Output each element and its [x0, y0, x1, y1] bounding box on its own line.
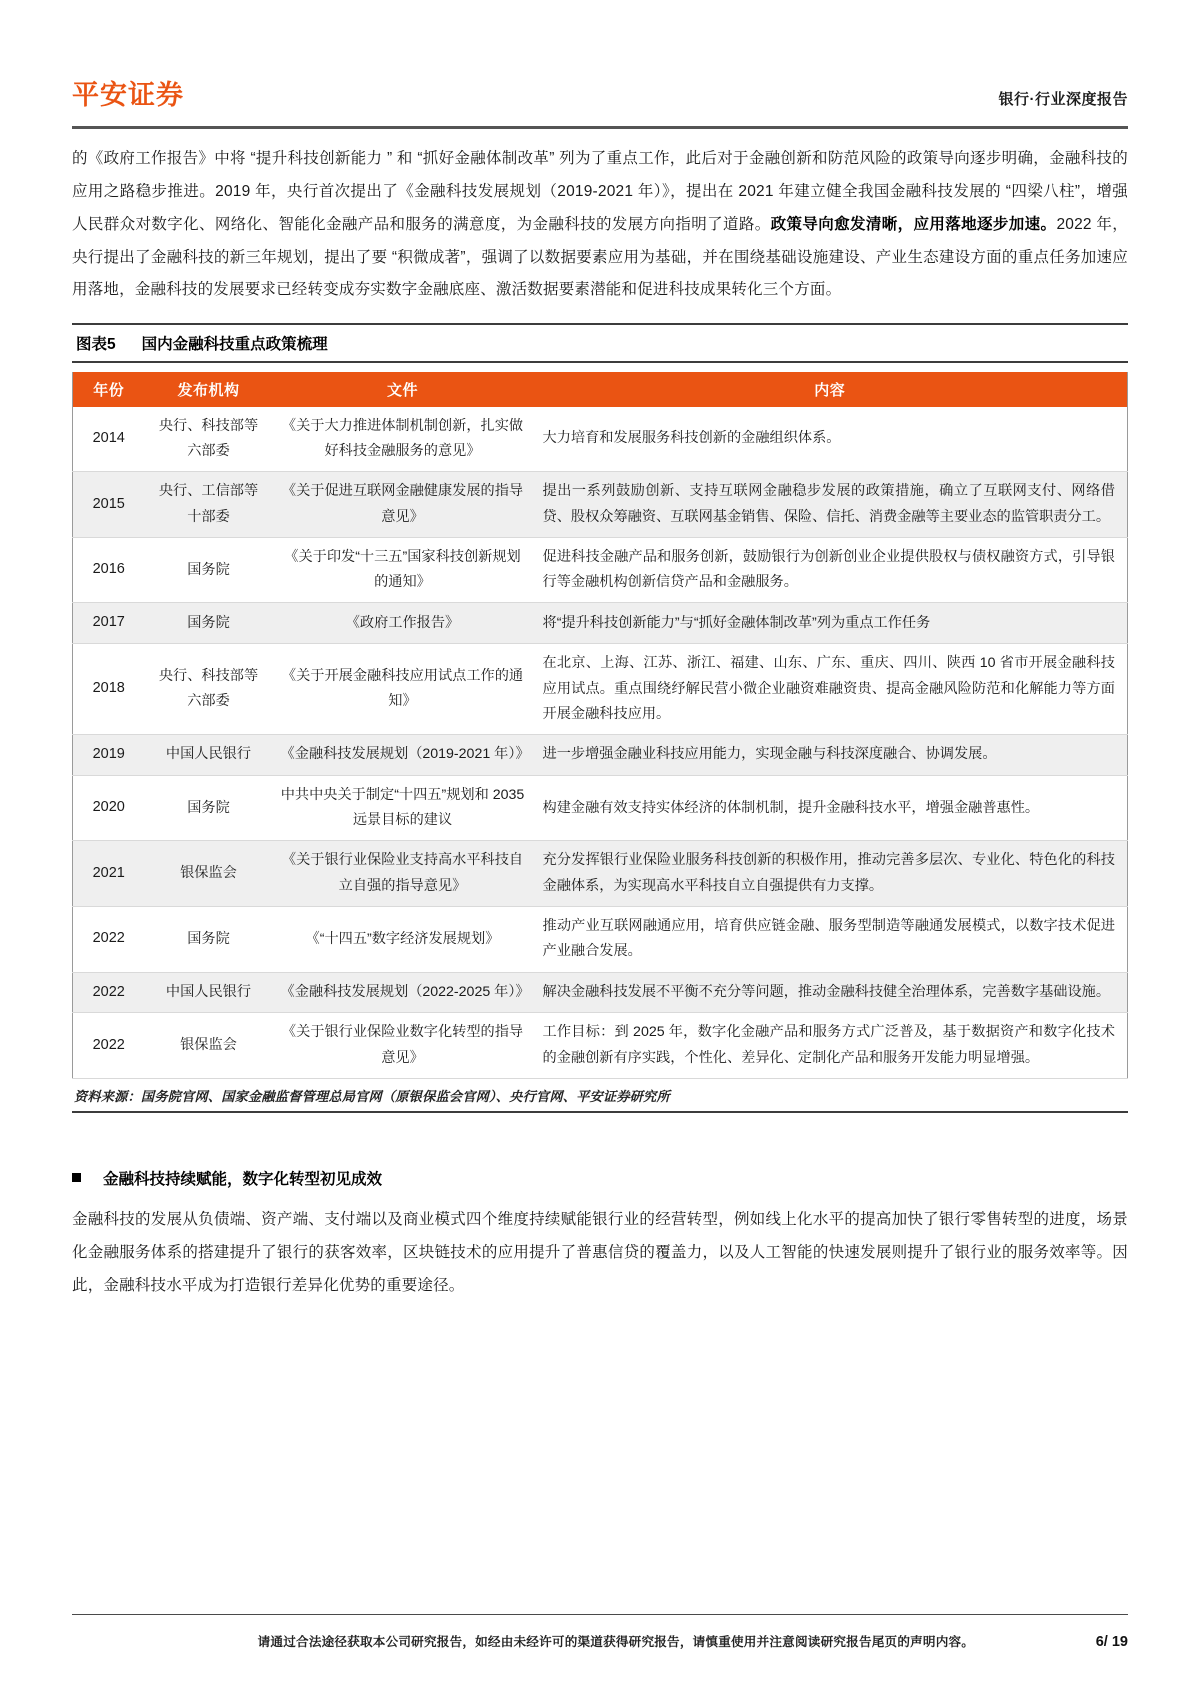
exhibit-source-rule [72, 1111, 1128, 1113]
column-header-org: 发布机构 [145, 372, 273, 407]
page-header [72, 0, 1128, 117]
cell-org: 国务院 [145, 775, 273, 841]
cell-doc: 《“十四五”数字经济发展规划》 [273, 907, 533, 973]
cell-content: 将“提升科技创新能力”与“抓好金融体制改革”列为重点工作任务 [533, 603, 1128, 644]
section-heading [72, 1167, 1128, 1189]
cell-doc: 《金融科技发展规划（2019-2021 年）》 [273, 735, 533, 776]
section-block [72, 1167, 1128, 1302]
header-divider [72, 126, 1128, 129]
page-content [72, 0, 1128, 1318]
table-row [73, 775, 1128, 841]
cell-content: 在北京、上海、江苏、浙江、福建、山东、广东、重庆、四川、陕西 10 省市开展金融科技应用试点。重点围绕纾解民营小微企业融资难融资贵、提高金融风险防范和化解能力等方面开展金融科技应用。 [533, 644, 1128, 735]
cell-org: 中国人民银行 [145, 735, 273, 776]
table-row [73, 1013, 1128, 1079]
report-type-label: 银行·行业深度报告 [998, 91, 1128, 108]
cell-year: 2019 [73, 735, 145, 776]
cell-content: 解决金融科技发展不平衡不充分等问题，推动金融科技健全治理体系，完善数字基础设施。 [533, 972, 1128, 1013]
cell-year: 2016 [73, 537, 145, 603]
cell-content: 大力培育和发展服务科技创新的金融组织体系。 [533, 407, 1128, 472]
cell-content: 构建金融有效支持实体经济的体制机制，提升金融科技水平，增强金融普惠性。 [533, 775, 1128, 841]
table-row [73, 644, 1128, 735]
table-row [73, 407, 1128, 472]
cell-org: 央行、科技部等六部委 [145, 407, 273, 472]
cell-year: 2017 [73, 603, 145, 644]
cell-org: 中国人民银行 [145, 972, 273, 1013]
cell-doc: 《关于促进互联网金融健康发展的指导意见》 [273, 472, 533, 538]
page-number: 6/ 19 [1095, 1634, 1128, 1650]
exhibit-title-row [72, 325, 1128, 361]
cell-org: 国务院 [145, 603, 273, 644]
page-footer [72, 1614, 1128, 1651]
exhibit-bottom-rule [72, 361, 1128, 363]
footer-row [72, 1615, 1128, 1650]
table-row [73, 537, 1128, 603]
intro-paragraph-part2: 2022 年，央行提出了金融科技的新三年规划，提出了要 “积微成著”，强调了以数据要素应用为基础，并在围绕基础设施建设、产业生态建设方面的重点任务加速应用落地，金融科技的发展要求已经转变成夯实数字金融底座、激活数据要素潜能和促进科技成果转化三个方面。 [72, 215, 1128, 299]
table-row [73, 907, 1128, 973]
cell-doc: 中共中央关于制定“十四五”规划和 2035 远景目标的建议 [273, 775, 533, 841]
exhibit-title: 国内金融科技重点政策梳理 [141, 336, 328, 354]
table-row [73, 472, 1128, 538]
section-heading-text: 金融科技持续赋能，数字化转型初见成效 [103, 1170, 383, 1188]
table-header-row [73, 372, 1128, 407]
cell-doc: 《关于大力推进体制机制创新，扎实做好科技金融服务的意见》 [273, 407, 533, 472]
cell-doc: 《关于银行业保险业数字化转型的指导意见》 [273, 1013, 533, 1079]
cell-year: 2021 [73, 841, 145, 907]
table-row [73, 735, 1128, 776]
policy-table-head [73, 372, 1128, 407]
column-header-content: 内容 [533, 372, 1128, 407]
table-row [73, 603, 1128, 644]
cell-org: 央行、工信部等十部委 [145, 472, 273, 538]
cell-org: 银保监会 [145, 841, 273, 907]
intro-paragraph [72, 143, 1128, 307]
cell-doc: 《金融科技发展规划（2022-2025 年）》 [273, 972, 533, 1013]
policy-table [72, 372, 1128, 1079]
column-header-year: 年份 [73, 372, 145, 407]
footer-disclaimer: 请通过合法途径获取本公司研究报告，如经由未经许可的渠道获得研究报告，请慎重使用并注意阅读研究报告尾页的声明内容。 [257, 1635, 975, 1649]
table-row [73, 841, 1128, 907]
cell-year: 2015 [73, 472, 145, 538]
cell-content: 推动产业互联网融通应用，培育供应链金融、服务型制造等融通发展模式，以数字技术促进产业融合发展。 [533, 907, 1128, 973]
intro-paragraph-emphasis: 政策导向愈发清晰，应用落地逐步加速。 [770, 215, 1057, 233]
cell-doc: 《关于印发“十三五”国家科技创新规划的通知》 [273, 537, 533, 603]
exhibit-block [72, 323, 1128, 1113]
column-header-doc: 文件 [273, 372, 533, 407]
intro-paragraph-part1: 的《政府工作报告》中将 “提升科技创新能力 ” 和 “抓好金融体制改革” 列为了重点工作，此后对于金融创新和防范风险的政策导向逐步明确，金融科技的应用之路稳步推进。2019 年，央行首次提出了《金融科技发展规划（2019-2021 年）》，提出在 2021 年建立健全我国金融科技发展的 “四梁八柱”，增强人民群众对数字化、网络化、智能化金融产品和服务的满意度，为金融科技的发展方向指明了道路。 [72, 150, 1128, 233]
cell-org: 国务院 [145, 907, 273, 973]
cell-content: 工作目标：到 2025 年，数字化金融产品和服务方式广泛普及，基于数据资产和数字化技术的金融创新有序实践，个性化、差异化、定制化产品和服务开发能力明显增强。 [533, 1013, 1128, 1079]
cell-doc: 《关于开展金融科技应用试点工作的通知》 [273, 644, 533, 735]
cell-year: 2022 [73, 972, 145, 1013]
cell-content: 进一步增强金融业科技应用能力，实现金融与科技深度融合、协调发展。 [533, 735, 1128, 776]
policy-table-body [73, 407, 1128, 1079]
section-paragraph: 金融科技的发展从负债端、资产端、支付端以及商业模式四个维度持续赋能银行业的经营转型，例如线上化水平的提高加快了银行零售转型的进度，场景化金融服务体系的搭建提升了银行的获客效率，区块链技术的应用提升了普惠信贷的覆盖力，以及人工智能的快速发展则提升了银行业的服务效率等。因此，金融科技水平成为打造银行差异化优势的重要途径。 [72, 1211, 1128, 1294]
company-logo-text: 平安证券 [72, 80, 184, 110]
cell-year: 2022 [73, 907, 145, 973]
cell-content: 充分发挥银行业保险业服务科技创新的积极作用，推动完善多层次、专业化、特色化的科技金融体系，为实现高水平科技自立自强提供有力支撑。 [533, 841, 1128, 907]
cell-org: 国务院 [145, 537, 273, 603]
cell-content: 提出一系列鼓励创新、支持互联网金融稳步发展的政策措施，确立了互联网支付、网络借贷、股权众筹融资、互联网基金销售、保险、信托、消费金融等主要业态的监管职责分工。 [533, 472, 1128, 538]
cell-org: 央行、科技部等六部委 [145, 644, 273, 735]
cell-org: 银保监会 [145, 1013, 273, 1079]
cell-content: 促进科技金融产品和服务创新，鼓励银行为创新创业企业提供股权与债权融资方式，引导银行等金融机构创新信贷产品和金融服务。 [533, 537, 1128, 603]
table-row [73, 972, 1128, 1013]
exhibit-source-note: 资料来源：国务院官网、国家金融监督管理总局官网（原银保监会官网）、央行官网、平安证券研究所 [74, 1088, 670, 1104]
cell-year: 2014 [73, 407, 145, 472]
cell-year: 2020 [73, 775, 145, 841]
cell-doc: 《政府工作报告》 [273, 603, 533, 644]
square-bullet-icon [72, 1173, 81, 1182]
cell-year: 2022 [73, 1013, 145, 1079]
cell-doc: 《关于银行业保险业支持高水平科技自立自强的指导意见》 [273, 841, 533, 907]
exhibit-number: 图表5 [76, 336, 116, 354]
cell-year: 2018 [73, 644, 145, 735]
